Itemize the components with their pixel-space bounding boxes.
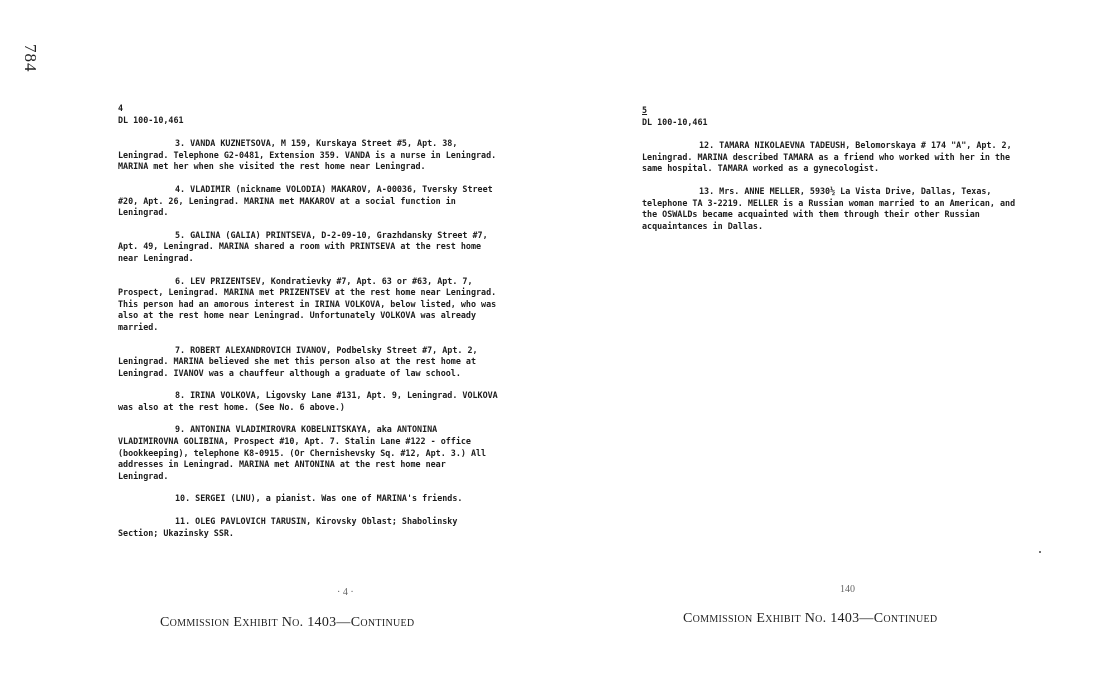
entry-7: 7. ROBERT ALEXANDROVICH IVANOV, Podbelsky Street #7, Apt. 2, Leningrad. MARINA believed she met this person also at the rest home at Leningrad. IVANOV was a chauffeur although a graduate of law school. [118,344,478,378]
entry-13: 13. Mrs. ANNE MELLER, 5930½ La Vista Drive, Dallas, Texas, telephone TA 3-2219. MELLER is a Russian woman married to an American, and the OSWALDs became acquainted with them through their other Russian acquaintances in Dallas. [642,185,1016,231]
left-page-number: 4 [118,103,124,113]
entry-3: 3. VANDA KUZNETSOVA, M 159, Kurskaya Street #5, Apt. 38, Leningrad. Telephone G2-0481, Extension 359. VANDA is a nurse in Leningrad. MARINA met her when she visited the rest home near Leningrad. [118,138,497,172]
entry-4: 4. VLADIMIR (nickname VOLODIA) MAKAROV, A-00036, Tversky Street #20, Apt. 26, Leningrad. MARINA met MAKAROV at a social function in Leningrad. [118,183,493,218]
entry-5: 5. GALINA (GALIA) PRINTSEVA, D-2-09-10, Grazhdansky Street #7, Apt. 49, Leningrad. MARINA shared a room with PRINTSEVA at the rest home near Leningrad. [118,229,488,263]
left-file-number: DL 100-10,461 [118,114,184,125]
page-number: 784 [21,44,40,73]
right-document-page [642,105,1022,243]
left-bottom-mark: · 4 · [337,587,354,598]
entry-12: 12. TAMARA NIKOLAEVNA TADEUSH, Belomorskaya # 174 "A", Apt. 2, Leningrad. MARINA described TAMARA as a friend who worked with her in the same hospital. TAMARA worked as a gynecologist. [642,140,1012,174]
entry-8: 8. IRINA VOLKOVA, Ligovsky Lane #131, Apt. 9, Leningrad. VOLKOVA was also at the rest home. (See No. 6 above.) [118,390,498,412]
right-bottom-mark: 140 [840,584,855,595]
entry-10: 10. SERGEI (LNU), a pianist. Was one of MARINA's friends. [175,493,463,504]
right-page-number: 5 [642,105,648,115]
right-file-number: DL 100-10,461 [642,116,708,127]
scan-speck [1039,551,1041,553]
right-exhibit-caption: Commission Exhibit No. 1403—Continued [683,611,938,626]
entry-6: 6. LEV PRIZENTSEV, Kondratievky #7, Apt. 63 or #63, Apt. 7, Prospect, Leningrad. MARINA met PRIZENTSEV at the rest home near Leningrad. This person had an amorous interest in IRINA VOLKOVA, below listed, who was also at the rest home near Leningrad. Unfortunately VOLKOVA was already married. [118,275,497,332]
entry-11: 11. OLEG PAVLOVICH TARUSIN, Kirovsky Oblast; Shabolinsky Section; Ukazinsky SSR. [118,516,458,538]
entry-9: 9. ANTONINA VLADIMIROVRA KOBELNITSKAYA, aka ANTONINA VLADIMIROVNA GOLIBINA, Prospect #10, Apt. 7. Stalin Lane #122 - office (bookkeeping), telephone K8-0915. (Or Chernishevsky Sq. #12, Apt. 3.) All addresses in Leningrad. MARINA met ANTONINA at the rest home near Leningrad. [118,424,487,481]
left-exhibit-caption: Commission Exhibit No. 1403—Continued [160,615,415,630]
left-document-page [118,103,498,550]
